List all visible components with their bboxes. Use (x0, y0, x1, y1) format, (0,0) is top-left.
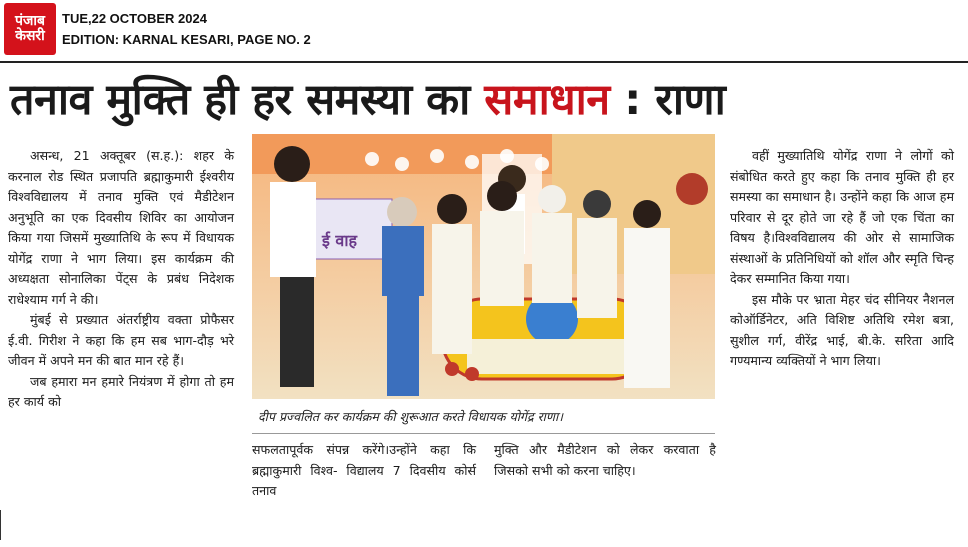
article-column-2b (494, 440, 716, 481)
logo-line-1: पंजाब (15, 13, 45, 30)
headline-part-2: : राणा (609, 75, 726, 125)
article-column-3 (730, 146, 954, 372)
paragraph: मुक्ति और मैडीटेशन को लेकर करवाता है जिसको सभी को करना चाहिए। (494, 442, 716, 478)
photo-caption: दीप प्रज्वलित कर कार्यक्रम की शुरूआत करते विधायक योगेंद्र राणा। (252, 400, 715, 434)
masthead-divider (0, 61, 968, 63)
article-column-2a (252, 440, 476, 502)
logo-line-2: केसरी (15, 28, 45, 44)
paragraph: मुंबई से प्रख्यात अंतर्राष्ट्रीय वक्ता प्रोफैसर ई.वी. गिरीश ने कहा कि हम सब भाग-दौड़ भरे जीवन में अपने मन की बात मान रहे हैं। (8, 312, 234, 368)
paragraph: असन्ध, 21 अक्तूबर (स.ह.): शहर के करनाल रोड स्थित प्रजापति ब्रह्माकुमारी ईश्वरीय विश्वविद्यालय में तनाव मुक्ति एवं मैडीटेशन अनुभूति का एक दिवसीय शिविर का आयोजन किया गया जिसमें मुख्यातिथि के रूप में विधायक योगेंद्र राणा ने भाग लिया। इस कार्यक्रम की अध्यक्षता सोनालिका पेंट्स के प्रबंध निदेशक राधेश्याम गर्ग ने की। (8, 148, 234, 307)
clipping-edge (0, 510, 9, 540)
photo-illustration (252, 134, 715, 399)
banner-text: ई वाह (322, 231, 357, 250)
publication-date: TUE,22 OCTOBER 2024 (62, 11, 207, 26)
headline-highlight: समाधान (484, 75, 610, 125)
edition-meta (62, 8, 311, 50)
event-photo (252, 134, 715, 399)
headline (10, 70, 960, 132)
paragraph: इस मौके पर भ्राता मेहर चंद सीनियर नैशनल कोऑर्डिनेटर, अति विशिष्ट अतिथि रमेश बत्रा, सुशील गर्ग, वीरेंद्र भाई, बी.के. सरिता आदि गण्यमान्य व्यक्तियों ने भाग लिया। (730, 291, 954, 368)
paragraph: जब हमारा मन हमारे नियंत्रण में होगा तो हम हर कार्य को (8, 373, 234, 409)
masthead (0, 0, 968, 58)
punjab-kesari-logo (4, 3, 56, 55)
article-column-1 (8, 146, 234, 413)
edition-info: EDITION: KARNAL KESARI, PAGE NO. 2 (62, 32, 311, 47)
paragraph: सफलतापूर्वक संपन्न करेंगे।उन्होंने कहा कि ब्रह्माकुमारी विश्व- विद्यालय 7 दिवसीय कोर्स तनाव (252, 442, 476, 498)
paragraph: वहीं मुख्यातिथि योगेंद्र राणा ने लोगों को संबोधित करते हुए कहा कि तनाव मुक्ति ही हर समस्या का समाधान है। उन्होंने कहा कि आज हम परिवार से दूर होते जा रहे हैं जो एक चिंता का विषय है।विश्वविद्यालय की ओर से सामाजिक संस्थाओं के प्रतिनिधियों को शॉल और स्मृति चिन्ह देकर सम्मानित किया गया। (730, 148, 954, 286)
headline-part-1: तनाव मुक्ति ही हर समस्या का (10, 75, 485, 125)
